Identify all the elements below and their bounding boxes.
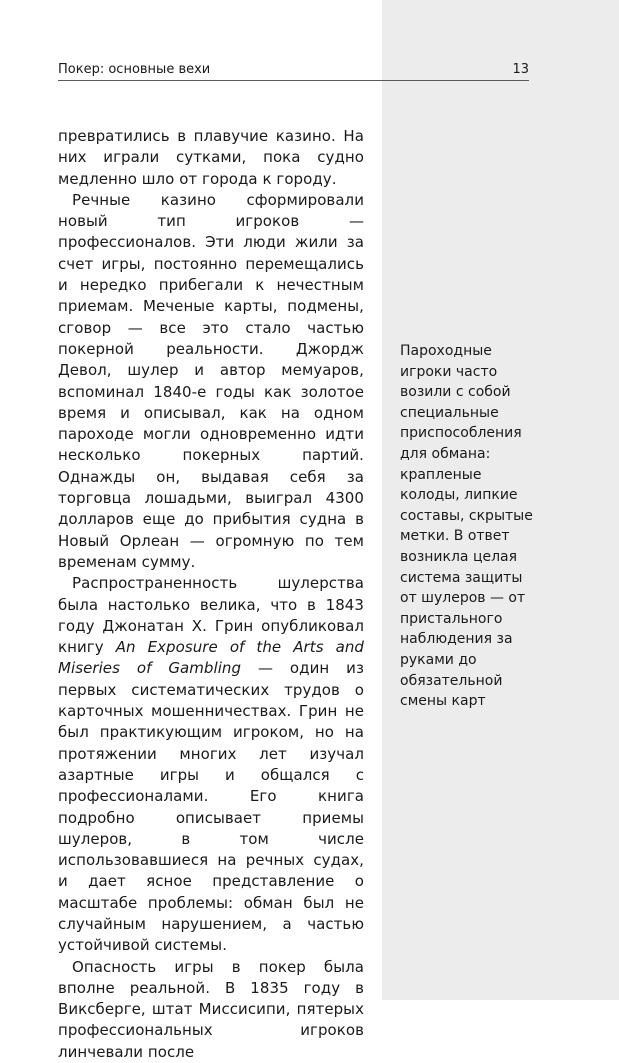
book-title: An Exposure of the Arts and Miseries of Gambling xyxy=(58,638,364,678)
paragraph-cheating-rest: — один из первых систематических трудов о карточных мошенничествах. Грин не был практикующим игроком, но на протяжении многих лет изучал азартные игры и общался с профессионалами. Его книга подробно описывает приемы шулеров, в том числе использовавшиеся на речных судах, и дает ясное представление о масштабе проблемы: обман был не случайным нарушением, а частью устойчивой системы. xyxy=(58,659,364,955)
paragraph-danger: Опасность игры в покер была вполне реальной. В 1835 году в Виксберге, штат Миссисипи, пятерых профессиональных игроков линчевали после xyxy=(58,957,364,1061)
paragraph-cheating xyxy=(58,573,364,956)
main-text-column xyxy=(58,126,364,1063)
header-rule xyxy=(58,80,529,81)
page-number: 13 xyxy=(512,62,529,77)
paragraph-river-casinos: Речные казино сформировали новый тип игроков — профессионалов. Эти люди жили за счет игры, постоянно перемещались и нередко прибегали к нечестным приемам. Меченые карты, подмены, сговор — все это стало частью покерной реальности. Джордж Девол, шулер и автор мемуаров, вспоминал 1840-е годы как золотое время и описывал, как на одном пароходе могли одновременно идти несколько покерных партий. Однажды он, выдавая себя за торговца лошадьми, выиграл 4300 долларов еще до прибытия судна в Новый Орлеан — огромную по тем временам сумму. xyxy=(58,190,364,571)
running-title: Покер: основные вехи xyxy=(58,62,211,77)
side-note: Пароходные игроки часто возили с собой специальные приспособления для обмана: крапленые колоды, липкие составы, скрытые метки. В ответ возникла целая система защиты от шулеров — от пристального наблюдения за руками до обязательной смены карт xyxy=(400,343,533,710)
paragraph-cheating-intro: Распространенность шулерства была настолько велика, что в 1843 году Джонатан Х. Грин опубликовал книгу xyxy=(58,574,364,657)
paragraph-continuation: превратились в плавучие казино. На них играли сутками, пока судно медленно шло от города к городу. xyxy=(58,127,364,188)
running-head xyxy=(58,60,529,80)
